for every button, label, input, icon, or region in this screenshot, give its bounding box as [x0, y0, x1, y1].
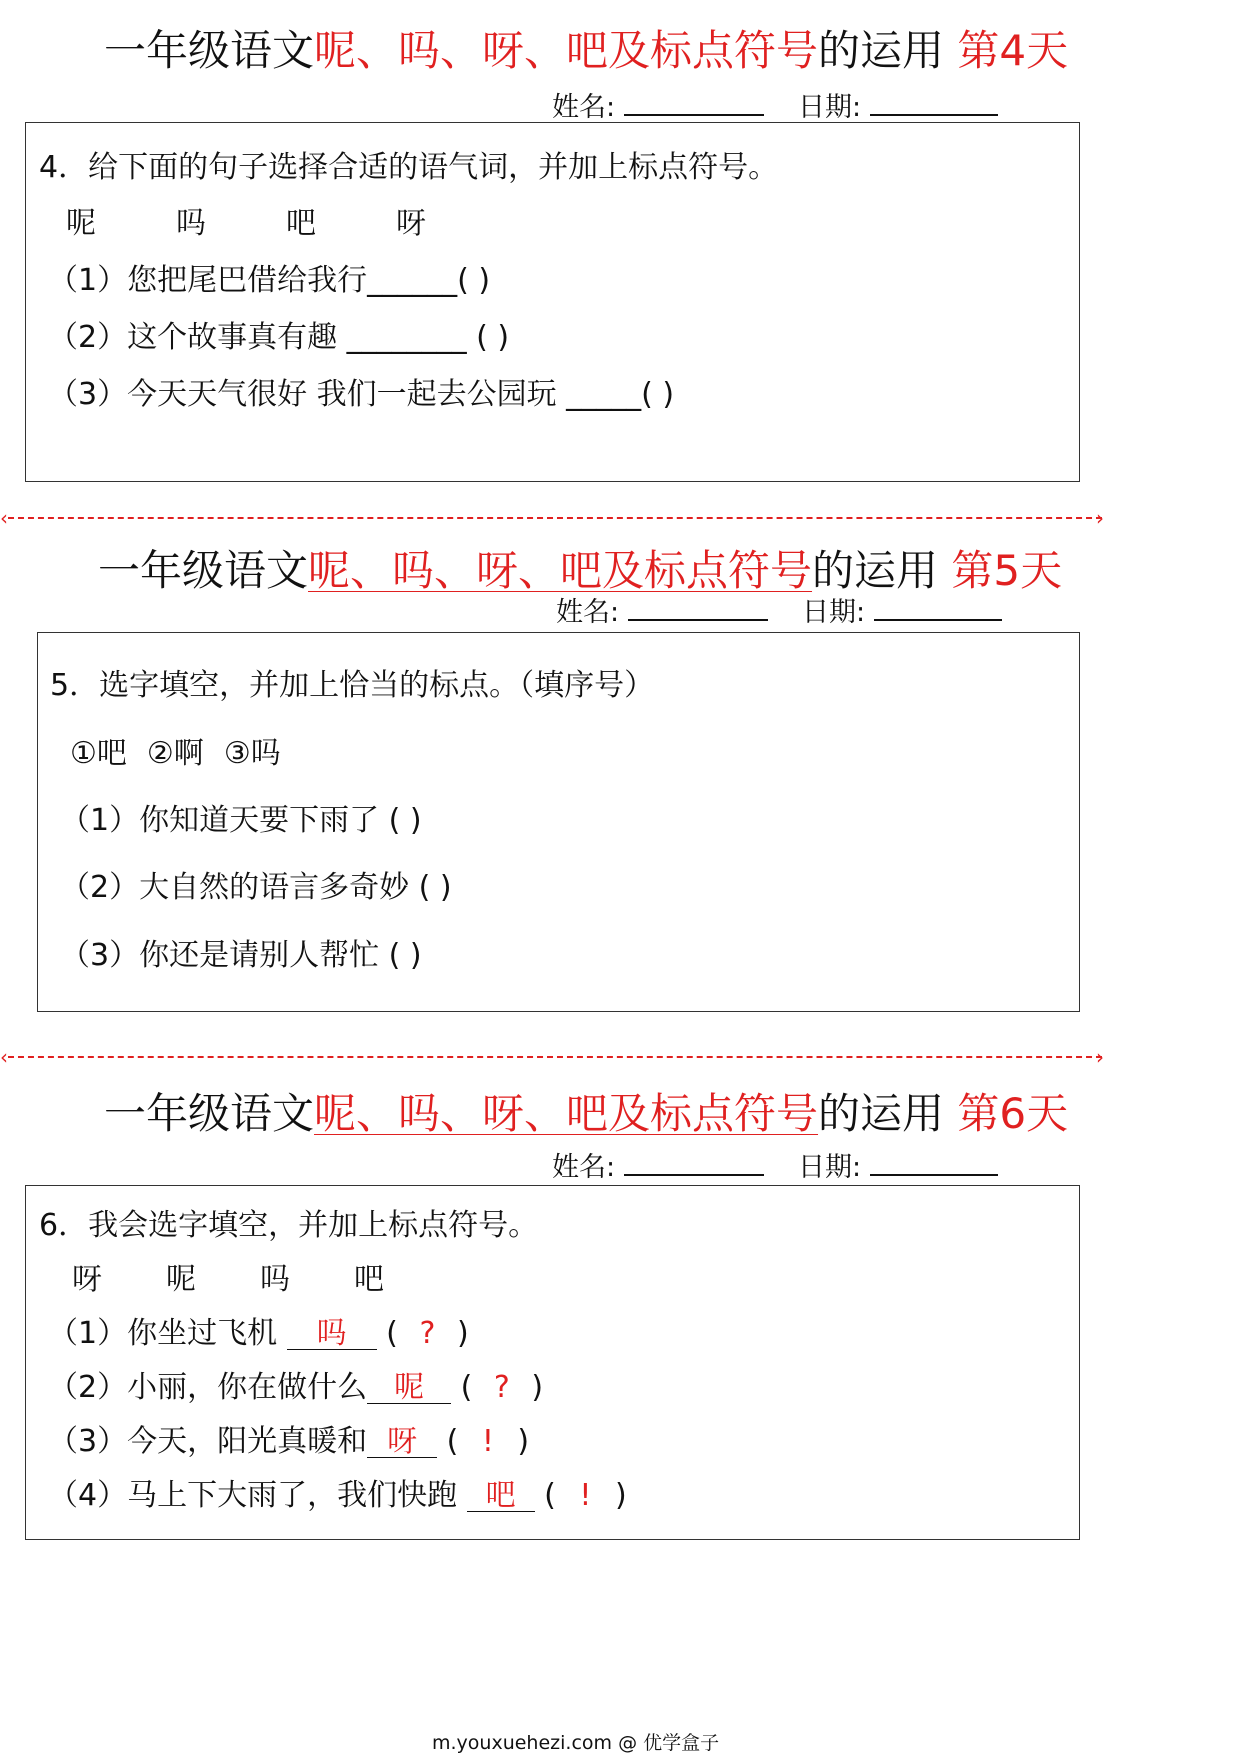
answer-punctuation[interactable]: ?: [493, 1370, 510, 1405]
section-2-title: 一年级语文呢、吗、呀、吧及标点符号的运用 第5天: [98, 546, 1063, 595]
question-6-item-3: （3）今天，阳光真暖和 呀 ( ! ): [48, 1424, 530, 1459]
section-1-title: 一年级语文呢、吗、呀、吧及标点符号的运用 第4天: [104, 26, 1069, 75]
question-4-item-3: （3）今天天气很好 我们一起去公园玩 _____( ): [48, 377, 675, 412]
answer-blank[interactable]: 呢: [367, 1373, 451, 1404]
cut-arrow-right-icon: ›: [1096, 1045, 1104, 1069]
question-4-options: 呢 吗 吧 呀: [66, 206, 426, 241]
question-4-item-2: （2）这个故事真有趣 ________ ( ): [48, 320, 510, 355]
section-1-box: [25, 122, 1080, 482]
answer-blank[interactable]: 吗: [287, 1319, 377, 1350]
question-5-options: ①吧 ②啊 ③吗: [70, 736, 281, 771]
answer-blank[interactable]: 吧: [467, 1481, 535, 1512]
question-6-item-1: （1）你坐过飞机 吗 ( ? ): [48, 1316, 469, 1351]
name-field[interactable]: [624, 1150, 764, 1176]
cut-arrow-left-icon: ‹: [0, 1045, 8, 1069]
question-5-item-1: （1）你知道天要下雨了 ( ): [60, 803, 422, 838]
section-1-name-date-row: 姓名: 日期:: [552, 90, 998, 121]
cut-arrow-left-icon: ‹: [0, 506, 8, 530]
section-3-name-date-row: 姓名: 日期:: [552, 1150, 998, 1181]
question-6-options: 呀 呢 吗 吧: [72, 1262, 384, 1297]
answer-punctuation[interactable]: !: [481, 1424, 494, 1459]
name-field[interactable]: [624, 90, 764, 116]
section-3-title: 一年级语文呢、吗、呀、吧及标点符号的运用 第6天: [104, 1089, 1069, 1138]
section-2-name-date-row: 姓名: 日期:: [556, 595, 1002, 626]
footer-watermark: m.youxuehezi.com @ 优学盒子: [432, 1732, 720, 1754]
question-6-prompt: 6．我会选字填空，并加上标点符号。: [39, 1208, 539, 1243]
date-field[interactable]: [874, 595, 1002, 621]
answer-punctuation[interactable]: !: [579, 1478, 592, 1513]
section-3-box: [25, 1185, 1080, 1540]
question-5-item-3: （3）你还是请别人帮忙 ( ): [60, 938, 422, 973]
answer-blank[interactable]: 呀: [367, 1427, 437, 1458]
name-field[interactable]: [628, 595, 768, 621]
answer-punctuation[interactable]: ?: [419, 1316, 436, 1351]
question-6-item-2: （2）小丽，你在做什么 呢 ( ? ): [48, 1370, 544, 1405]
question-4-prompt: 4．给下面的句子选择合适的语气词，并加上标点符号。: [39, 150, 779, 185]
date-field[interactable]: [870, 1150, 998, 1176]
cut-line: [8, 517, 1102, 519]
date-field[interactable]: [870, 90, 998, 116]
question-4-item-1: （1）您把尾巴借给我行______( ): [48, 263, 491, 298]
cut-arrow-right-icon: ›: [1096, 506, 1104, 530]
section-2-box: [37, 632, 1080, 1012]
question-5-prompt: 5．选字填空，并加上恰当的标点。（填序号）: [50, 668, 655, 703]
question-5-item-2: （2）大自然的语言多奇妙 ( ): [60, 870, 452, 905]
cut-line: [8, 1056, 1102, 1058]
question-6-item-4: （4）马上下大雨了，我们快跑 吧 ( ! ): [48, 1478, 627, 1513]
